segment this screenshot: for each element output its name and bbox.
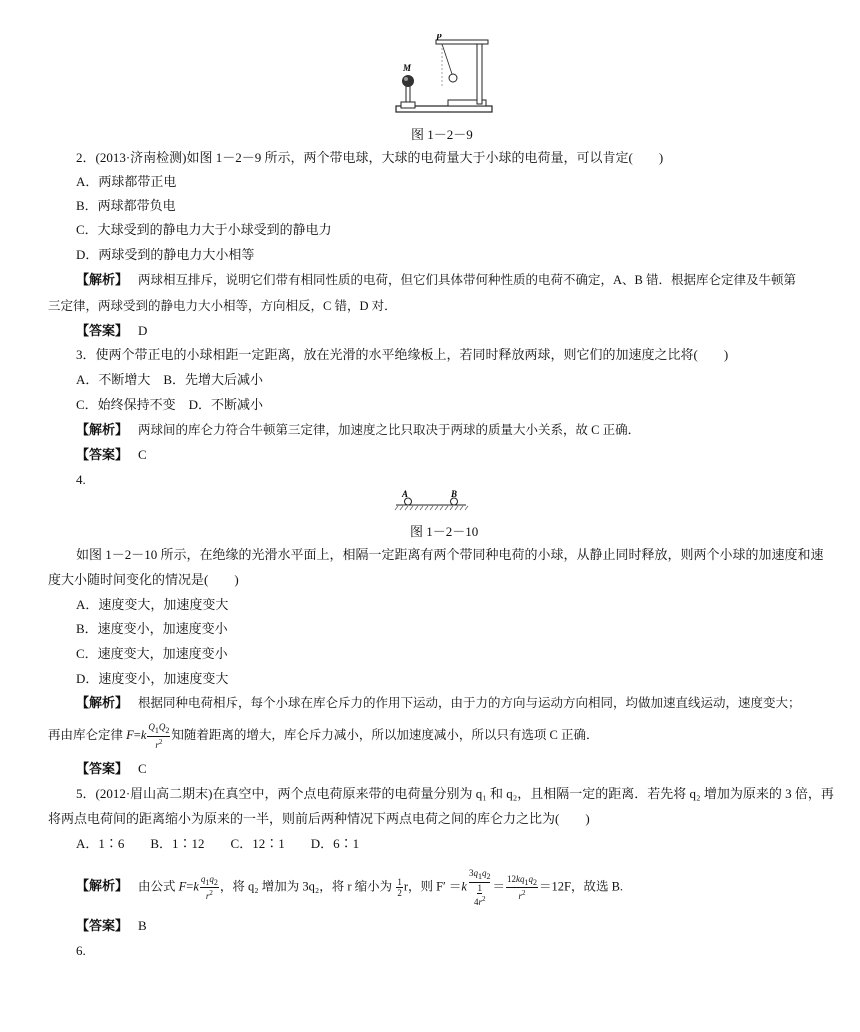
formula-fraction-2: $3q_1q_2$ 1 $4r^2$ (468, 868, 491, 907)
q5-analysis-text-d: ＝12F，故选 B. (539, 879, 624, 894)
analysis-tag: 【解析】 (76, 422, 129, 437)
q5-stem-2: 将两点电荷间的距离缩小为原来的一半，则前后两种情况下两点电荷之间的库仑力之比为( ) (48, 811, 590, 826)
q4-option-d: D．速度变小，加速度变大 (76, 671, 229, 686)
q4-option-a: A．速度变大，加速度变大 (76, 597, 229, 612)
q4-analysis (76, 694, 801, 712)
q5-analysis: 【解析】 由公式 F=k $\frac{q_1q_2}{r^2}$ ，将 q₂ 增加为 3q₂，将 r 缩小为 $\frac{1}{2}$ r，则 F′ ＝k $3q_1q_2$ 1 $4r^2$ ＝ $\frac{12kq_1q_2}{r^2}$ ＝12F，故选 B. (76, 868, 624, 907)
q2-option-a: A．两球都带正电 (76, 174, 177, 189)
q5-analysis-text-c: r，则 F′ ＝ (403, 879, 462, 894)
q5-analysis-text-a: 由公式 (138, 879, 179, 894)
q2-option-c: C．大球受到的静电力大于小球受到的静电力 (76, 222, 332, 237)
analysis-tag: 【解析】 (76, 272, 129, 287)
q5-stem-1: 5．(2012·眉山高二期末)在真空中，两个点电荷原来带的电荷量分别为 q₁ 和 q₂，且相隔一定的距离．若先将 q₂ 增加为原来的 3 倍，再 (76, 786, 834, 801)
label-p: P (436, 34, 442, 42)
q5-options: A．1∶6 B．1∶12 C．12∶1 D．6∶1 (76, 836, 360, 851)
q4-analysis-text-1: 根据同种电荷相斥，每个小球在库仑斥力的作用下运动，由于力的方向与运动方向相同，均做加速直线运动，速度变大； (138, 696, 801, 710)
q3-analysis (76, 421, 640, 439)
analysis-tag: 【解析】 (76, 695, 129, 710)
figure-caption-9: 图 1－2－9 (411, 127, 473, 142)
q4-stem-2: 度大小随时间变化的情况是( ) (48, 572, 239, 587)
q3-answer-value: C (138, 447, 147, 462)
q2-answer (76, 322, 147, 340)
q4-answer-value: C (138, 761, 147, 776)
q2-analysis (76, 271, 796, 289)
q5-answer-value: B (138, 918, 147, 933)
formula-fraction-1: $\frac{q_1q_2}{r^2}$ (200, 873, 218, 902)
q4-analysis-line-2: 再由库仑定律 F=k $\frac{Q_1Q_2}{r^2}$ 知随着距离的增大，库仑斥力减小，所以加速度减小，所以只有选项 C 正确． (48, 722, 599, 750)
coulomb-fraction: $\frac{Q_1Q_2}{r^2}$ (148, 722, 170, 750)
q2-analysis-text-2: 三定律，两球受到的静电力大小相等，方向相反，C 错，D 对． (48, 299, 397, 313)
q3-options-row-1: A．不断增大 B．先增大后减小 (76, 372, 264, 387)
figure-caption-10: 图 1－2－10 (410, 524, 479, 539)
answer-tag: 【答案】 (76, 761, 129, 776)
q2-analysis-text-1: 两球相互排斥，说明它们带有相同性质的电荷，但它们具体带何种性质的电荷不确定，A、B 错．根据库仑定律及牛顿第 (138, 273, 797, 287)
q2-stem: 2．(2013·济南检测)如图 1－2－9 所示，两个带电球，大球的电荷量大于小球的电荷量，可以肯定( ) (76, 150, 664, 165)
q3-analysis-text: 两球间的库仑力符合牛顿第三定律，加速度之比只取决于两球的质量大小关系，故 C 正确． (138, 423, 641, 437)
q4-option-c: C．速度变大，加速度变小 (76, 646, 228, 661)
q4-number: 4. (76, 472, 86, 487)
q2-option-b: B．两球都带负电 (76, 198, 176, 213)
q5-analysis-text-b: ，将 q₂ 增加为 3q₂，将 r 缩小为 (219, 879, 396, 894)
q4-analysis-text-2a: 再由库仑定律 (48, 727, 127, 742)
q2-option-d: D．两球受到的静电力大小相等 (76, 247, 255, 262)
answer-tag: 【答案】 (76, 447, 129, 462)
label-b: B (451, 489, 458, 499)
analysis-tag: 【解析】 (76, 878, 129, 894)
formula-fraction-3: $\frac{12kq_1q_2}{r^2}$ (507, 873, 537, 902)
label-m: M (403, 63, 412, 73)
q4-analysis-text-2b: 知随着距离的增大，库仑斥力减小，所以加速度减小，所以只有选项 C 正确． (171, 727, 599, 742)
label-a: A (402, 489, 409, 499)
answer-tag: 【答案】 (76, 918, 129, 933)
half-fraction: $\frac{1}{2}$ (397, 876, 402, 898)
figure-1-2-10 (392, 489, 470, 513)
q6-number: 6. (76, 943, 86, 958)
q3-options-row-2: C．始终保持不变 D．不断减小 (76, 397, 264, 412)
q2-answer-value: D (138, 323, 148, 338)
q5-answer (76, 917, 147, 935)
q4-option-b: B．速度变小，加速度变小 (76, 621, 228, 636)
answer-tag: 【答案】 (76, 323, 129, 338)
q4-stem-1: 如图 1－2－10 所示，在绝缘的光滑水平面上，相隔一定距离有两个带同种电荷的小球，从静止同时释放，则两个小球的加速度和速 (76, 547, 824, 562)
q3-answer (76, 446, 147, 464)
q3-stem: 3．使两个带正电的小球相距一定距离，放在光滑的水平绝缘板上，若同时释放两球，则它们的加速度之比将( ) (76, 347, 729, 362)
figure-1-2-9 (392, 34, 496, 116)
q4-answer (76, 760, 147, 778)
